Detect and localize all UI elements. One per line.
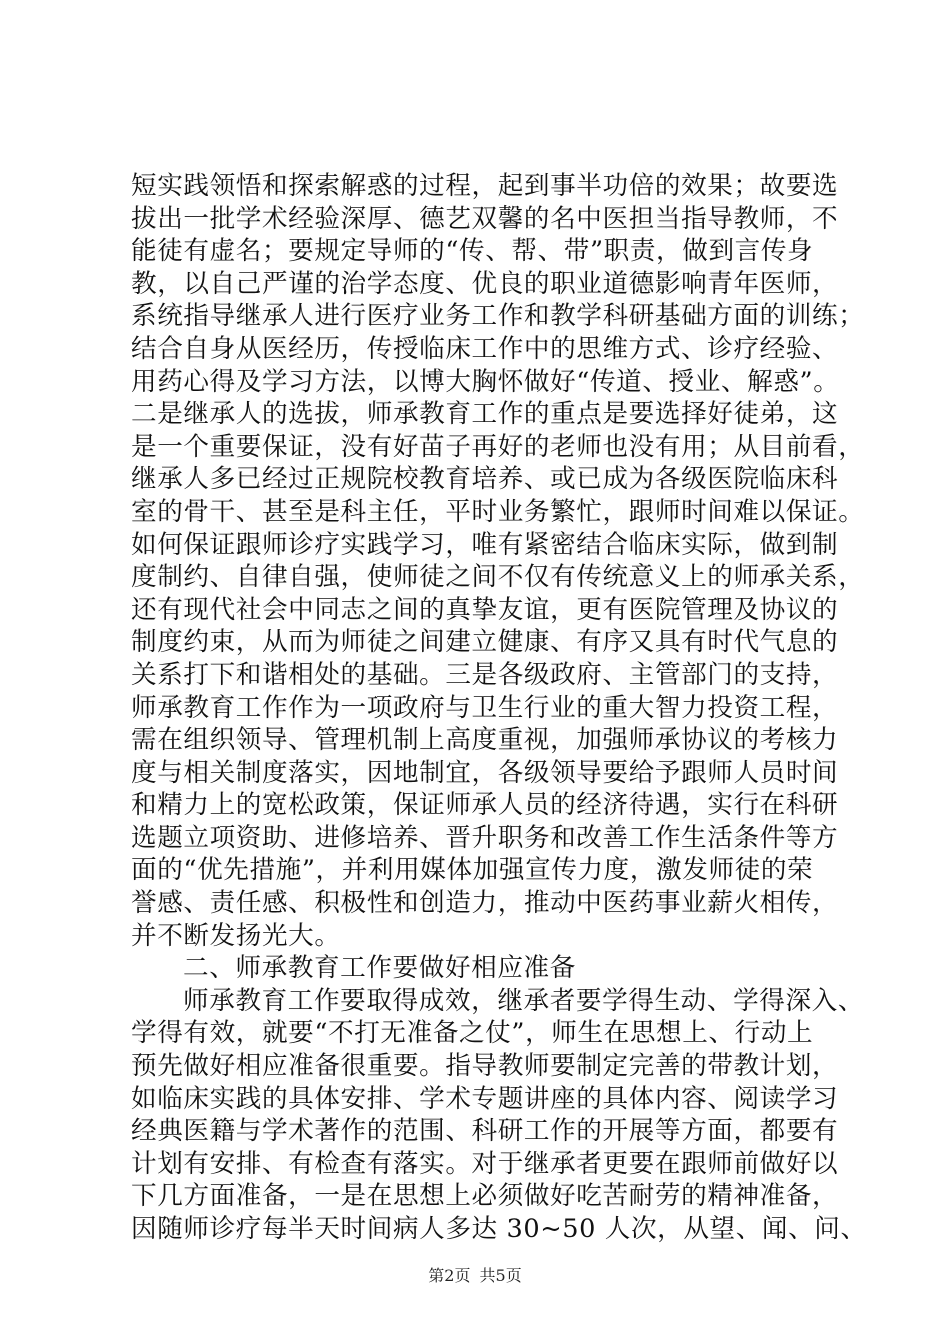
text-line: 师承教育工作要取得成效，继承者要学得生动、学得深入、: [183, 985, 865, 1016]
text-line: 并不断发扬光大。: [131, 920, 341, 951]
text-line: 和精力上的宽松政策，保证师承人员的经济待遇，实行在科研: [131, 790, 839, 821]
text-line: 能徒有虚名；要规定导师的“传、帮、带”职责，做到言传身: [131, 236, 814, 267]
text-line: 还有现代社会中同志之间的真挚友谊，更有医院管理及协议的: [131, 594, 839, 625]
text-line: 学得有效，就要“不打无准备之仗”，师生在思想上、行动上: [131, 1018, 814, 1049]
text-line: 如何保证跟师诊疗实践学习，唯有紧密结合临床实际，做到制: [131, 529, 839, 560]
text-line: 因随师诊疗每半天时间病人多达 30~50 人次，从望、闻、问、: [131, 1214, 867, 1244]
text-line: 师承教育工作作为一项政府与卫生行业的重大智力投资工程，: [131, 692, 839, 723]
text-line: 经典医籍与学术著作的范围、科研工作的开展等方面，都要有: [131, 1116, 839, 1147]
text-line: 度与相关制度落实，因地制宜，各级领导要给予跟师人员时间: [131, 757, 839, 788]
text-line: 结合自身从医经历，传授临床工作中的思维方式、诊疗经验、: [131, 333, 839, 364]
text-line: 拔出一批学术经验深厚、德艺双馨的名中医担当指导教师，不: [131, 203, 839, 234]
text-line: 用药心得及学习方法，以博大胸怀做好“传道、授业、解惑”。: [131, 366, 840, 397]
page-footer: [0, 1263, 950, 1286]
text-line: 二是继承人的选拔，师承教育工作的重点是要选择好徒弟，这: [131, 399, 839, 430]
text-line: 面的“优先措施”，并利用媒体加强宣传力度，激发师徒的荣: [131, 855, 814, 886]
text-line: 系统指导继承人进行医疗业务工作和教学科研基础方面的训练；: [131, 301, 865, 332]
text-line: 短实践领悟和探索解惑的过程，起到事半功倍的效果；故要选: [131, 171, 839, 201]
body-text: [131, 170, 867, 1246]
text-line: 下几方面准备，一是在思想上必须做好吃苦耐劳的精神准备，: [131, 1181, 839, 1212]
text-line: 室的骨干、甚至是科主任，平时业务繁忙，跟师时间难以保证。: [131, 496, 865, 527]
text-line: 选题立项资助、进修培养、晋升职务和改善工作生活条件等方: [131, 822, 839, 853]
text-line: 预先做好相应准备很重要。指导教师要制定完善的带教计划，: [131, 1051, 839, 1082]
text-line: 是一个重要保证，没有好苗子再好的老师也没有用；从目前看，: [131, 431, 865, 462]
text-line: 如临床实践的具体安排、学术专题讲座的具体内容、阅读学习: [131, 1083, 839, 1114]
page-number: 第2页: [428, 1266, 471, 1285]
page-total: 共5页: [479, 1266, 522, 1285]
text-line: 关系打下和谐相处的基础。三是各级政府、主管部门的支持，: [131, 659, 839, 690]
text-line: 教，以自己严谨的治学态度、优良的职业道德影响青年医师，: [131, 268, 839, 299]
text-line: 度制约、自律自强，使师徒之间不仅有传统意义上的师承关系，: [131, 562, 865, 593]
text-line: 计划有安排、有检查有落实。对于继承者更要在跟师前做好以: [131, 1148, 839, 1179]
text-line: 誉感、责任感、积极性和创造力，推动中医药事业薪火相传，: [131, 888, 839, 919]
text-line: 制度约束，从而为师徒之间建立健康、有序又具有时代气息的: [131, 627, 839, 658]
section-heading: 二、师承教育工作要做好相应准备: [183, 953, 576, 984]
text-line: 继承人多已经过正规院校教育培养、或已成为各级医院临床科: [131, 464, 839, 495]
text-line: 需在组织领导、管理机制上高度重视，加强师承协议的考核力: [131, 725, 839, 756]
